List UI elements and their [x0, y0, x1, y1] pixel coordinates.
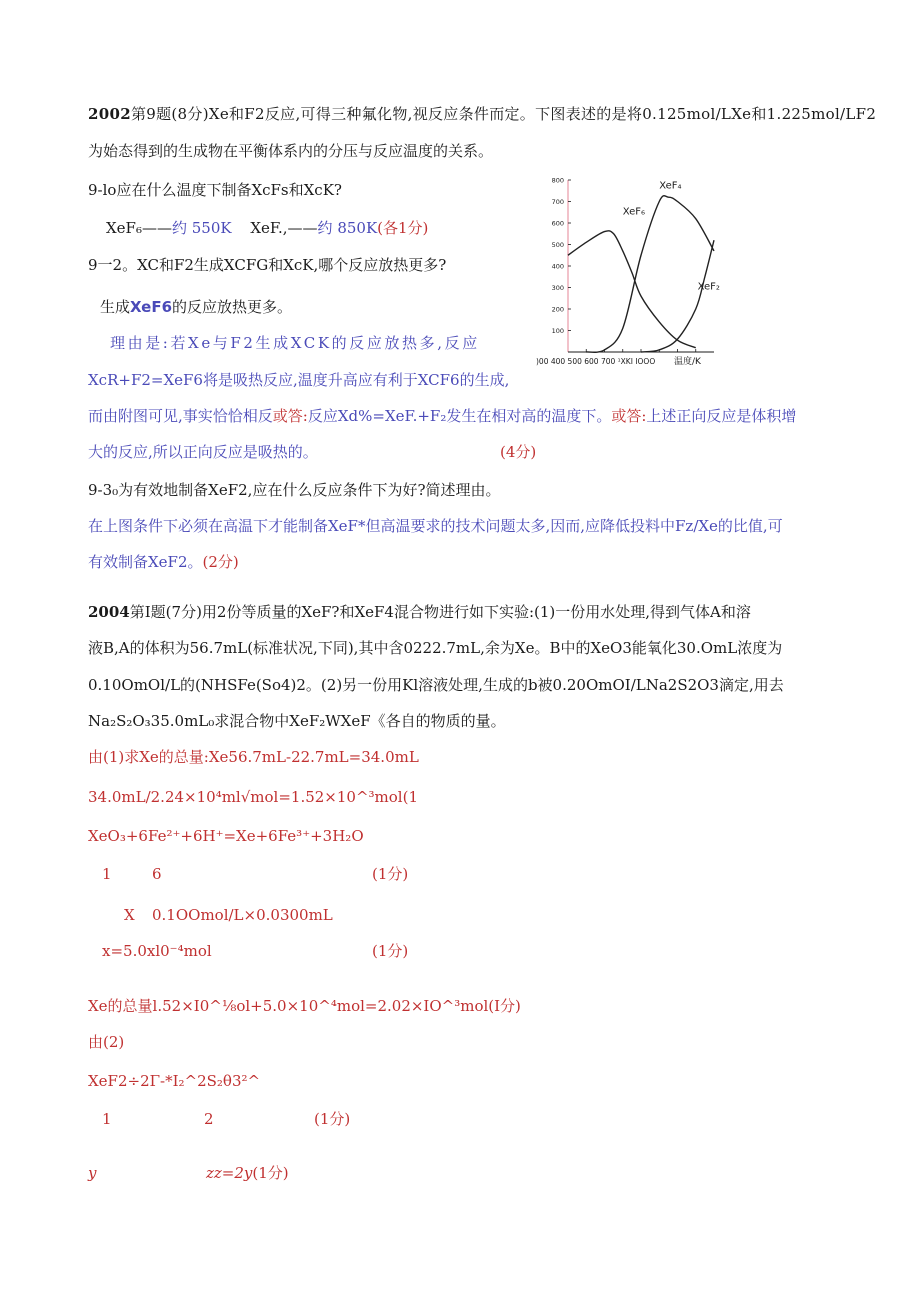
answer-9-1: XeF₆——约 550K XeF.,——约 850K(各1分) [106, 219, 429, 237]
y-tick-label: 600 [551, 219, 564, 228]
solution-equation2: XeF2÷2Γ-*I₂^2S₂θ3²^ [88, 1072, 261, 1090]
solution-step2: 34.0mL/2.24×10⁴ml√mol=1.52×10^³mol(1 [88, 788, 418, 806]
reason-line4: 大的反应,所以正向反应是吸热的。 [88, 443, 318, 461]
stoich2-coef-1: 1 [102, 1110, 112, 1128]
y-tick-label: 800 [551, 176, 564, 185]
stoich2-coef-2: 2 [204, 1110, 214, 1128]
question-9-1: 9-lo应在什么温度下制备XcFs和XcK? [88, 181, 342, 199]
series-line-2 [586, 196, 714, 353]
solution-equation1: XeO₃+6Fe²⁺+6H⁺=Xe+6Fe³⁺+3H₂O [88, 827, 364, 845]
result-x-score: (1分) [372, 942, 409, 960]
series-label-2: XeF₄ [659, 180, 682, 192]
answer-9-3-line2: 有效制备XeF2。(2分) [88, 553, 239, 571]
reason-line1: 理由是:若Xe与F2生成XCK的反应放热多,反应 [110, 334, 480, 352]
stoich2-relation: zz=2y(1分) [206, 1164, 289, 1182]
y-tick-label: 100 [551, 327, 564, 335]
series-line-3 [641, 240, 714, 352]
stoich-score: (1分) [372, 865, 409, 883]
q2004-line4: Na₂S₂O₃35.0mL₀求混合物中XeF₂WXeF《各自的物质的量。 [88, 712, 506, 730]
chart-x-axis-label: 温度/K [674, 357, 701, 367]
y-tick-label: 200 [551, 305, 564, 314]
question-9-3: 9-3₀为有效地制备XeF2,应在什么反应条件下为好?简述理由。 [88, 481, 501, 499]
q2004-line2: 液B,A的体积为56.7mL(标准状况,下同),其中含0222.7mL,余为Xe。B中的XeO3能氧化30.OmL浓度为 [88, 639, 783, 657]
q2002-year: 2002 [88, 105, 131, 123]
solution-step1: 由(1)求Xe的总量:Xe56.7mL-22.7mL=34.0mL [88, 748, 419, 766]
q2004-line1: 2004第I题(7分)用2份等质量的XeF?和XeF4混合物进行如下实验:(1)一份用水处理,得到气体A和溶 [88, 603, 751, 621]
series-label-1: XeF₆ [622, 206, 646, 218]
reason-line2: XcR+F2=XeF6将是吸热反应,温度升高应有利于XCF6的生成, [88, 371, 510, 389]
stoich-coef-1: 1 [102, 865, 112, 883]
y-tick-label: 700 [551, 198, 564, 206]
q2004-line3: 0.10OmOl/L的(NHSFe(So4)2。(2)另一份用Kl溶液处理,生成的b被0.20OmOI/LNa2S2O3滴定,用去 [88, 676, 784, 694]
stoich-conc: 0.1OOmol/L×0.0300mL [152, 906, 333, 924]
stoich-x: X [124, 906, 135, 924]
q2002-intro-line1: 2002第9题(8分)Xe和F2反应,可得三种氟化物,视反应条件而定。下图表述的是将0.125mol/LXe和1.225mol/LF2 [88, 105, 877, 123]
series-line-1 [568, 231, 696, 348]
result-x: x=5.0xl0⁻⁴mol [102, 942, 212, 960]
reason-line3: 而由附图可见,事实恰恰相反或答:反应Xd%=XeF.+F₂发生在相对高的温度下。或答:上述正向反应是体积增 [88, 407, 797, 425]
stoich2-score: (1分) [314, 1110, 351, 1128]
reason-score: (4分) [500, 443, 537, 461]
q2004-year: 2004 [88, 603, 130, 621]
q2002-intro-line2: 为始态得到的生成物在平衡体系内的分压与反应温度的关系。 [88, 142, 494, 160]
xe-total: Xe的总量l.52×I0^⅛ol+5.0×10^⁴mol=2.02×IO^³mol(I分) [88, 997, 521, 1015]
stoich-coef-6: 6 [152, 865, 162, 883]
y-tick-label: 300 [551, 284, 564, 292]
partial-pressure-chart [528, 172, 726, 372]
question-9-2: 9一2。XC和F2生成XCFG和XcK,哪个反应放热更多? [88, 256, 447, 274]
answer-9-2: 生成XeF6的反应放热更多。 [100, 298, 293, 316]
answer-9-3-line1: 在上图条件下必须在高温下才能制备XeF*但高温要求的技术问题太多,因而,应降低投料中Fz/Xe的比值,可 [88, 517, 783, 535]
chart-series [568, 196, 714, 353]
series-label-3: XeF₂ [697, 281, 720, 293]
y-tick-label: 400 [551, 262, 564, 271]
chart-x-tick-labels: )00 400 500 600 700 ¹XKI IOOO [536, 357, 656, 366]
from-part2: 由(2) [88, 1033, 125, 1051]
y-tick-label: 500 [551, 241, 564, 249]
stoich2-y: y [88, 1164, 97, 1182]
